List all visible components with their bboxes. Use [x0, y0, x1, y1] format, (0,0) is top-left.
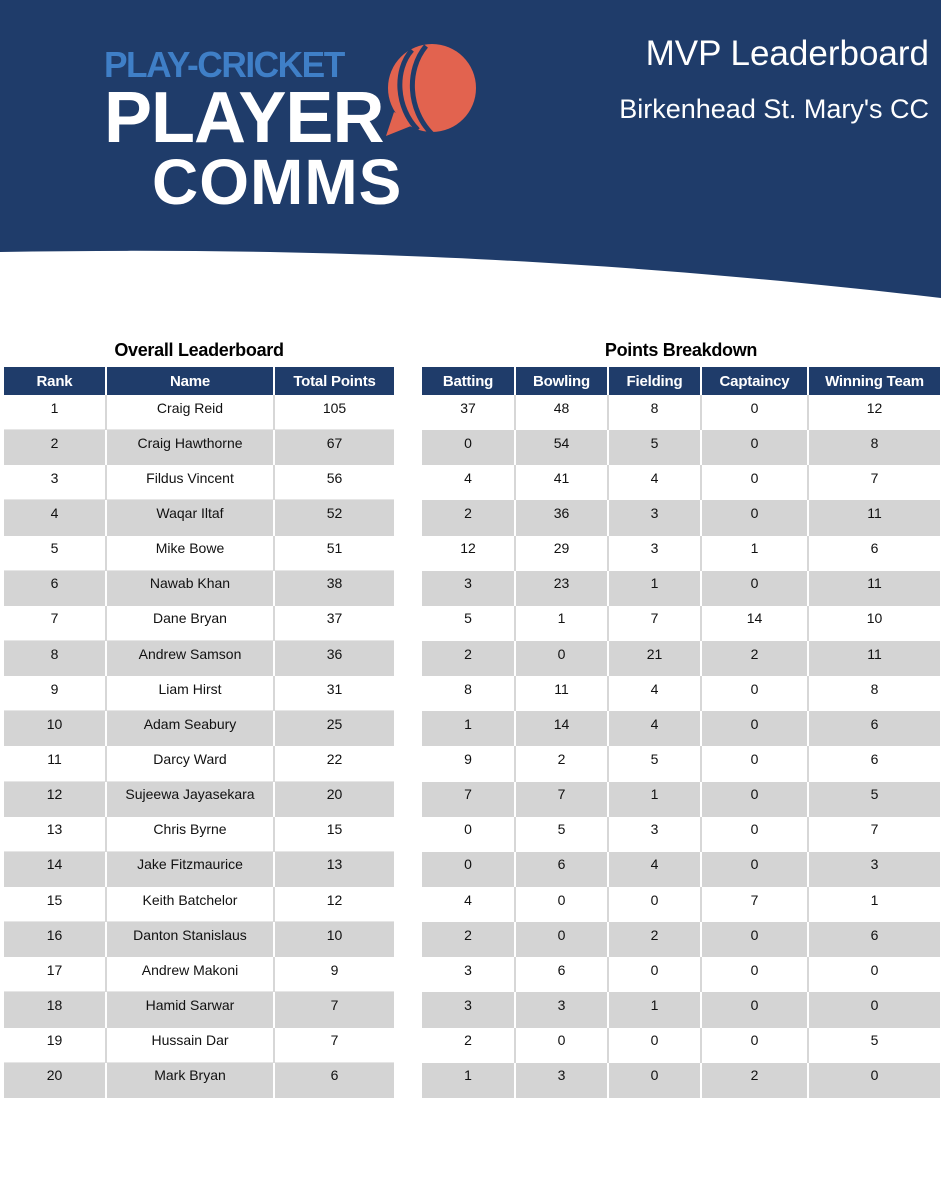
table-row	[422, 536, 940, 571]
captaincy-cell: 0	[701, 782, 808, 817]
player-name-cell: Danton Stanislaus	[106, 922, 274, 957]
total-points-cell: 67	[274, 430, 394, 465]
column-header-batting: Batting	[422, 367, 515, 395]
bowling-cell: 54	[515, 430, 608, 465]
player-comms-logo	[104, 40, 474, 218]
rank-cell: 5	[4, 536, 106, 571]
column-header-name: Name	[106, 367, 274, 395]
rank-cell: 18	[4, 992, 106, 1027]
table-row	[4, 430, 394, 465]
points-breakdown-title: Points Breakdown	[604, 340, 758, 360]
header-banner	[0, 0, 941, 300]
column-header-rank: Rank	[4, 367, 106, 395]
bowling-cell: 2	[515, 746, 608, 781]
logo-comms-text: COMMS	[152, 146, 403, 218]
column-header-captaincy: Captaincy	[701, 367, 808, 395]
table-row	[4, 746, 394, 781]
player-name-cell: Darcy Ward	[106, 746, 274, 781]
winning-team-cell: 6	[808, 746, 940, 781]
rank-cell: 19	[4, 1028, 106, 1063]
total-points-cell: 36	[274, 641, 394, 676]
player-name-cell: Chris Byrne	[106, 817, 274, 852]
fielding-cell: 3	[608, 500, 701, 535]
table-row	[4, 676, 394, 711]
bowling-cell: 5	[515, 817, 608, 852]
bowling-cell: 14	[515, 711, 608, 746]
captaincy-cell: 0	[701, 500, 808, 535]
player-name-cell: Adam Seabury	[106, 711, 274, 746]
table-row	[422, 1063, 940, 1098]
table-row	[422, 465, 940, 500]
total-points-cell: 22	[274, 746, 394, 781]
total-points-cell: 7	[274, 1028, 394, 1063]
winning-team-cell: 12	[808, 395, 940, 430]
rank-cell: 16	[4, 922, 106, 957]
rank-cell: 14	[4, 852, 106, 887]
bowling-cell: 41	[515, 465, 608, 500]
fielding-cell: 0	[608, 1063, 701, 1098]
table-row	[422, 500, 940, 535]
winning-team-cell: 11	[808, 641, 940, 676]
winning-team-cell: 11	[808, 500, 940, 535]
winning-team-cell: 0	[808, 992, 940, 1027]
table-row	[4, 606, 394, 641]
winning-team-cell: 6	[808, 711, 940, 746]
bowling-cell: 0	[515, 922, 608, 957]
bowling-cell: 6	[515, 852, 608, 887]
bowling-cell: 6	[515, 957, 608, 992]
batting-cell: 12	[422, 536, 515, 571]
table-row	[4, 957, 394, 992]
captaincy-cell: 0	[701, 395, 808, 430]
batting-cell: 2	[422, 641, 515, 676]
winning-team-cell: 8	[808, 676, 940, 711]
total-points-cell: 37	[274, 606, 394, 641]
total-points-cell: 6	[274, 1063, 394, 1098]
table-row	[422, 746, 940, 781]
fielding-cell: 3	[608, 817, 701, 852]
fielding-cell: 1	[608, 992, 701, 1027]
bowling-cell: 3	[515, 992, 608, 1027]
overall-leaderboard-table	[4, 367, 394, 1098]
total-points-cell: 25	[274, 711, 394, 746]
batting-cell: 2	[422, 500, 515, 535]
player-name-cell: Fildus Vincent	[106, 465, 274, 500]
fielding-cell: 21	[608, 641, 701, 676]
rank-cell: 3	[4, 465, 106, 500]
winning-team-cell: 3	[808, 852, 940, 887]
table-row	[422, 606, 940, 641]
bowling-cell: 7	[515, 782, 608, 817]
captaincy-cell: 2	[701, 641, 808, 676]
captaincy-cell: 14	[701, 606, 808, 641]
player-name-cell: Hussain Dar	[106, 1028, 274, 1063]
batting-cell: 0	[422, 852, 515, 887]
table-row	[4, 395, 394, 430]
total-points-cell: 51	[274, 536, 394, 571]
rank-cell: 15	[4, 887, 106, 922]
fielding-cell: 7	[608, 606, 701, 641]
bowling-cell: 29	[515, 536, 608, 571]
table-row	[422, 922, 940, 957]
winning-team-cell: 7	[808, 465, 940, 500]
logo-player-text: PLAYER	[104, 78, 384, 158]
bowling-cell: 0	[515, 641, 608, 676]
rank-cell: 1	[4, 395, 106, 430]
leaderboard-title: MVP Leaderboard	[645, 34, 929, 73]
total-points-cell: 12	[274, 887, 394, 922]
bowling-cell: 36	[515, 500, 608, 535]
bowling-cell: 48	[515, 395, 608, 430]
overall-leaderboard-title: Overall Leaderboard	[114, 340, 284, 360]
table-row	[4, 571, 394, 606]
batting-cell: 2	[422, 922, 515, 957]
winning-team-cell: 0	[808, 1063, 940, 1098]
table-row	[4, 992, 394, 1027]
table-header-row	[422, 367, 940, 395]
batting-cell: 3	[422, 571, 515, 606]
column-header-winning-team: Winning Team	[808, 367, 940, 395]
captaincy-cell: 0	[701, 430, 808, 465]
player-name-cell: Waqar Iltaf	[106, 500, 274, 535]
batting-cell: 4	[422, 465, 515, 500]
rank-cell: 4	[4, 500, 106, 535]
total-points-cell: 20	[274, 782, 394, 817]
bowling-cell: 1	[515, 606, 608, 641]
table-row	[4, 922, 394, 957]
bowling-cell: 0	[515, 887, 608, 922]
table-row	[4, 711, 394, 746]
rank-cell: 2	[4, 430, 106, 465]
fielding-cell: 0	[608, 957, 701, 992]
leaderboard-title-block	[619, 34, 929, 126]
captaincy-cell: 1	[701, 536, 808, 571]
fielding-cell: 0	[608, 1028, 701, 1063]
winning-team-cell: 1	[808, 887, 940, 922]
fielding-cell: 5	[608, 430, 701, 465]
captaincy-cell: 0	[701, 817, 808, 852]
rank-cell: 17	[4, 957, 106, 992]
rank-cell: 6	[4, 571, 106, 606]
batting-cell: 4	[422, 887, 515, 922]
winning-team-cell: 7	[808, 817, 940, 852]
bowling-cell: 0	[515, 1028, 608, 1063]
player-name-cell: Mike Bowe	[106, 536, 274, 571]
table-row	[422, 676, 940, 711]
captaincy-cell: 0	[701, 922, 808, 957]
bowling-cell: 11	[515, 676, 608, 711]
rank-cell: 7	[4, 606, 106, 641]
table-row	[422, 887, 940, 922]
table-row	[4, 1063, 394, 1098]
rank-cell: 13	[4, 817, 106, 852]
player-name-cell: Andrew Samson	[106, 641, 274, 676]
table-row	[4, 817, 394, 852]
player-name-cell: Mark Bryan	[106, 1063, 274, 1098]
logo-play-cricket-text: PLAY-CRICKET	[104, 44, 344, 85]
table-row	[4, 465, 394, 500]
player-name-cell: Dane Bryan	[106, 606, 274, 641]
table-row	[422, 711, 940, 746]
captaincy-cell: 0	[701, 711, 808, 746]
player-name-cell: Craig Reid	[106, 395, 274, 430]
winning-team-cell: 8	[808, 430, 940, 465]
captaincy-cell: 7	[701, 887, 808, 922]
batting-cell: 3	[422, 957, 515, 992]
player-name-cell: Craig Hawthorne	[106, 430, 274, 465]
fielding-cell: 5	[608, 746, 701, 781]
player-name-cell: Jake Fitzmaurice	[106, 852, 274, 887]
total-points-cell: 9	[274, 957, 394, 992]
table-row	[422, 571, 940, 606]
table-row	[4, 782, 394, 817]
batting-cell: 37	[422, 395, 515, 430]
table-row	[4, 1028, 394, 1063]
table-row	[422, 782, 940, 817]
table-row	[4, 536, 394, 571]
captaincy-cell: 0	[701, 852, 808, 887]
column-header-bowling: Bowling	[515, 367, 608, 395]
table-row	[4, 852, 394, 887]
bowling-cell: 3	[515, 1063, 608, 1098]
captaincy-cell: 0	[701, 957, 808, 992]
total-points-cell: 105	[274, 395, 394, 430]
winning-team-cell: 11	[808, 571, 940, 606]
player-name-cell: Liam Hirst	[106, 676, 274, 711]
table-row	[4, 887, 394, 922]
fielding-cell: 2	[608, 922, 701, 957]
table-row	[422, 957, 940, 992]
fielding-cell: 3	[608, 536, 701, 571]
cricket-ball-speech-icon	[372, 40, 482, 140]
winning-team-cell: 5	[808, 782, 940, 817]
fielding-cell: 4	[608, 465, 701, 500]
table-row	[422, 395, 940, 430]
column-header-fielding: Fielding	[608, 367, 701, 395]
winning-team-cell: 0	[808, 957, 940, 992]
fielding-cell: 4	[608, 676, 701, 711]
table-row	[4, 641, 394, 676]
table-row	[422, 641, 940, 676]
fielding-cell: 1	[608, 782, 701, 817]
batting-cell: 7	[422, 782, 515, 817]
table-row	[422, 817, 940, 852]
total-points-cell: 52	[274, 500, 394, 535]
winning-team-cell: 10	[808, 606, 940, 641]
batting-cell: 9	[422, 746, 515, 781]
captaincy-cell: 0	[701, 571, 808, 606]
rank-cell: 8	[4, 641, 106, 676]
fielding-cell: 0	[608, 887, 701, 922]
fielding-cell: 4	[608, 711, 701, 746]
fielding-cell: 8	[608, 395, 701, 430]
player-name-cell: Keith Batchelor	[106, 887, 274, 922]
rank-cell: 9	[4, 676, 106, 711]
rank-cell: 10	[4, 711, 106, 746]
captaincy-cell: 0	[701, 992, 808, 1027]
captaincy-cell: 0	[701, 465, 808, 500]
player-name-cell: Nawab Khan	[106, 571, 274, 606]
table-row	[422, 992, 940, 1027]
points-breakdown-table	[422, 367, 940, 1098]
table-row	[4, 500, 394, 535]
fielding-cell: 4	[608, 852, 701, 887]
batting-cell: 5	[422, 606, 515, 641]
total-points-cell: 15	[274, 817, 394, 852]
batting-cell: 3	[422, 992, 515, 1027]
total-points-cell: 7	[274, 992, 394, 1027]
player-name-cell: Hamid Sarwar	[106, 992, 274, 1027]
captaincy-cell: 0	[701, 1028, 808, 1063]
batting-cell: 1	[422, 711, 515, 746]
bowling-cell: 23	[515, 571, 608, 606]
fielding-cell: 1	[608, 571, 701, 606]
total-points-cell: 10	[274, 922, 394, 957]
captaincy-cell: 0	[701, 746, 808, 781]
total-points-cell: 13	[274, 852, 394, 887]
batting-cell: 1	[422, 1063, 515, 1098]
batting-cell: 0	[422, 430, 515, 465]
table-row	[422, 430, 940, 465]
club-name: Birkenhead St. Mary's CC	[619, 94, 929, 124]
batting-cell: 8	[422, 676, 515, 711]
rank-cell: 20	[4, 1063, 106, 1098]
rank-cell: 12	[4, 782, 106, 817]
batting-cell: 2	[422, 1028, 515, 1063]
captaincy-cell: 0	[701, 676, 808, 711]
total-points-cell: 31	[274, 676, 394, 711]
rank-cell: 11	[4, 746, 106, 781]
captaincy-cell: 2	[701, 1063, 808, 1098]
total-points-cell: 56	[274, 465, 394, 500]
player-name-cell: Andrew Makoni	[106, 957, 274, 992]
total-points-cell: 38	[274, 571, 394, 606]
table-row	[422, 1028, 940, 1063]
winning-team-cell: 6	[808, 922, 940, 957]
batting-cell: 0	[422, 817, 515, 852]
table-header-row	[4, 367, 394, 395]
column-header-total-points: Total Points	[274, 367, 394, 395]
player-name-cell: Sujeewa Jayasekara	[106, 782, 274, 817]
table-row	[422, 852, 940, 887]
winning-team-cell: 6	[808, 536, 940, 571]
winning-team-cell: 5	[808, 1028, 940, 1063]
